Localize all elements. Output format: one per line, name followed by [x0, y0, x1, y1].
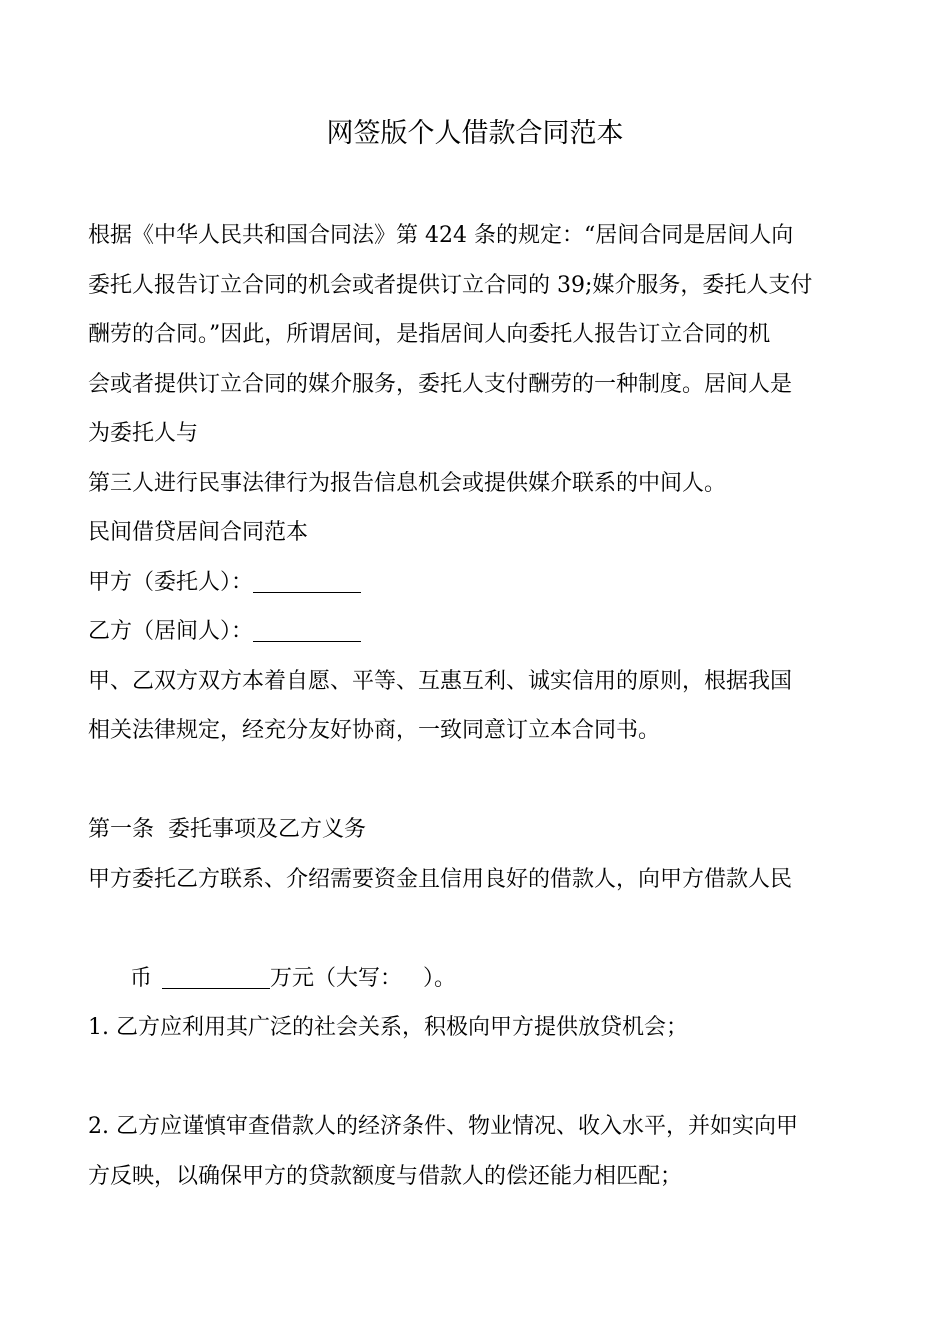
article1-line-2-suffix: 万元（大写： ）。: [269, 965, 456, 991]
spacer: [88, 1053, 863, 1103]
article1-heading: 第一条 委托事项及乙方义务: [88, 817, 366, 842]
amount-blank: [162, 968, 270, 989]
spacer: [88, 756, 863, 806]
party-b-blank: [253, 621, 361, 642]
intro-line-4: 会或者提供订立合同的媒介服务，委托人支付酬劳的一种制度。居间人是: [88, 371, 793, 397]
intro-line-2: 委托人报告订立合同的机会或者提供订立合同的 39;媒介服务，委托人支付: [88, 272, 813, 298]
document-body: [88, 211, 863, 1201]
template-title: 民间借贷居间合同范本: [88, 520, 309, 545]
article1-line-2-prefix: 币: [129, 965, 152, 991]
clause-2-line-2: 方反映，以确保甲方的贷款额度与借款人的偿还能力相匹配；: [88, 1163, 683, 1189]
party-a-blank: [253, 572, 361, 593]
document-title: 网签版个人借款合同范本: [326, 118, 624, 149]
intro-line-3: 酬劳的合同。”因此，所谓居间，是指居间人向委托人报告订立合同的机: [88, 322, 771, 347]
intro-line-1: 根据《中华人民共和国合同法》第 424 条的规定：“居间合同是居间人向: [88, 223, 794, 248]
party-a-line: [88, 558, 863, 608]
party-b-line: [88, 607, 863, 657]
clause-2-line-1: 2. 乙方应谨慎审查借款人的经济条件、物业情况、收入水平，并如实向甲: [88, 1114, 798, 1139]
intro-line-6: 第三人进行民事法律行为报告信息机会或提供媒介联系的中间人。: [88, 470, 727, 496]
article1-line-1: 甲方委托乙方联系、介绍需要资金且信用良好的借款人，向甲方借款人民: [88, 866, 793, 892]
preamble-line-1: 甲、乙双方双方本着自愿、平等、互惠互利、诚实信用的原则，根据我国: [88, 668, 793, 694]
party-b-label: 乙方（居间人）：: [88, 619, 254, 644]
preamble-line-2: 相关法律规定，经充分友好协商，一致同意订立本合同书。: [88, 718, 661, 743]
party-a-label: 甲方（委托人）：: [88, 569, 254, 595]
intro-line-5: 为委托人与: [88, 421, 199, 446]
article1-line-2: [88, 904, 863, 991]
clause-1: 1. 乙方应利用其广泛的社会关系，积极向甲方提供放贷机会；: [88, 1015, 688, 1040]
